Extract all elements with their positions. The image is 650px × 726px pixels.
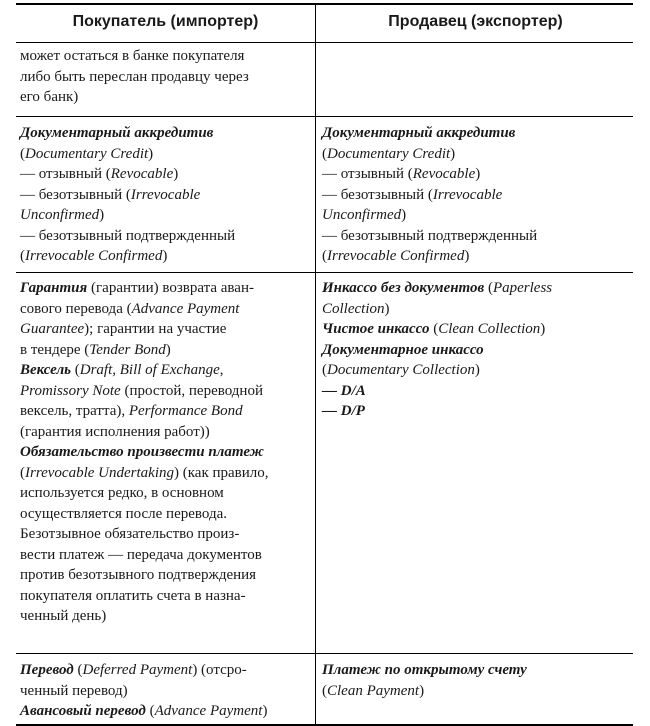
term-clean-collection: Чистое инкассо [322, 321, 430, 337]
term-english: Revocable [412, 166, 476, 182]
term-english: Draft, Bill of Exchange, [79, 362, 224, 378]
term-advance-transfer: Авансовый перевод [20, 703, 146, 719]
term-guarantee: Гарантия [20, 280, 88, 296]
term-english: Clean Payment [327, 682, 420, 699]
cell-seller-open-account: Платеж по открытому счету (Clean Payment) [322, 662, 527, 699]
term-paperless-collection: Инкассо без документов [322, 280, 485, 296]
term-english: Documentary Credit [25, 145, 149, 162]
term-english: Irrevocable Undertaking [25, 464, 174, 481]
payment-methods-table [16, 3, 633, 726]
term-english: Advance Payment [131, 300, 240, 317]
term-english: Irrevocable [432, 186, 503, 203]
term-english: Promissory Note [20, 382, 121, 399]
text-line: покупателя оплатить счета в назна- [20, 587, 246, 604]
term-open-account: Платеж по открытому счету [322, 662, 527, 678]
text-line: ченный день) [20, 608, 107, 624]
text-line: может остаться в банке покупателя [20, 48, 245, 64]
term-english: Tender Bond [89, 341, 166, 358]
term-english: Documentary Credit [327, 145, 451, 162]
term-english: Revocable [110, 166, 174, 182]
term-dp: — D/P [322, 403, 365, 419]
term-english: Unconfirmed [322, 207, 402, 223]
term-documentary-collection: Документарное инкассо [322, 341, 484, 358]
text-line: ченный перевод) [20, 682, 128, 699]
text-line: против безотзывного подтверждения [20, 567, 257, 583]
term-english: Paperless [492, 280, 553, 296]
text-line: — безотзывный подтвержденный [20, 227, 236, 244]
text-line: (гарантия исполнения работ)) [20, 423, 210, 440]
table-row-documentary-credit [16, 117, 633, 273]
cell-seller-continuation [316, 43, 633, 116]
term-da: — D/A [322, 382, 366, 399]
term-transfer: Перевод [20, 662, 74, 678]
term-english: Irrevocable [130, 186, 201, 203]
term-bill: Вексель [20, 362, 71, 378]
text-line: осуществляется после перевода. [20, 505, 227, 522]
cell-buyer-transfer: Перевод (Deferred Payment) (отсро- ченный перевод) Авансовый перевод (Advance Payment) [16, 654, 316, 724]
table-header-row [16, 5, 633, 43]
term-english: Irrevocable Confirmed [25, 248, 163, 264]
table-row-transfer [16, 654, 633, 724]
term-english: Performance Bond [128, 403, 243, 419]
term-english: Unconfirmed [20, 207, 100, 223]
cell-buyer-continuation [16, 43, 316, 116]
header-buyer: Покупатель (импортер) [16, 5, 316, 42]
term-documentary-credit: Документарный аккредитив [20, 125, 214, 141]
text-line: либо быть переслан продавцу через [20, 68, 249, 85]
term-english: Collection [322, 300, 385, 317]
term-english: Clean Collection [438, 321, 541, 337]
text-line: его банк) [20, 89, 79, 105]
text-line: — безотзывный подтвержденный [322, 227, 538, 244]
term-english: Documentary Collection [327, 362, 475, 378]
cell-seller-collection: Инкассо без документов (Paperless Collection) Чистое инкассо (Clean Collection) Документарное инкассо (Documentary Collection) — D/A — D/P [322, 280, 553, 419]
term-english: Guarantee [20, 321, 85, 337]
cell-seller-documentary-credit: Документарный аккредитив (Documentary Credit) — отзывный (Revocable) — безотзывный (Irrevocable Unconfirmed) — безотзывный подтвержденный (Irrevocable Confirmed) [316, 117, 633, 272]
header-seller: Продавец (экспортер) [388, 13, 563, 30]
cell-buyer-guarantee: Гарантия (гарантии) возврата аван- сового перевода (Advance Payment Guarantee); гарантии на участие в тендере (Tender Bond) Вексель (Draft, Bill of Exchange, Promissory Note (простой, переводной вексель, тратта), Performance Bond (гарантия исполнения работ)) Обязательство произвести платеж (Irrevocable Undertaking) (как правило, используется редко, в основном осуществляется после перевода. Безотзывное обязательство произ- вести платеж — передача документов против безотзывного подтверждения покупателя оплатить счета в назна- ченный день) [16, 273, 316, 653]
term-payment-undertaking: Обязательство произвести платеж [20, 444, 264, 460]
cell-buyer-documentary-credit: Документарный аккредитив (Documentary Credit) — отзывный (Revocable) — безотзывный (Irrevocable Unconfirmed) — безотзывный подтвержденный (Irrevocable Confirmed) [16, 117, 316, 272]
table-row-continuation [16, 43, 633, 117]
term-english: Irrevocable Confirmed [327, 248, 465, 264]
term-english: Deferred Payment [82, 662, 193, 678]
table-row-guarantee [16, 273, 633, 654]
term-english: Advance Payment [154, 703, 263, 719]
text-line: вести платеж — передача документов [20, 546, 262, 563]
text-line: Безотзывное обязательство произ- [20, 526, 240, 542]
text-line: используется редко, в основном [20, 485, 224, 501]
term-documentary-credit: Документарный аккредитив [322, 125, 516, 141]
